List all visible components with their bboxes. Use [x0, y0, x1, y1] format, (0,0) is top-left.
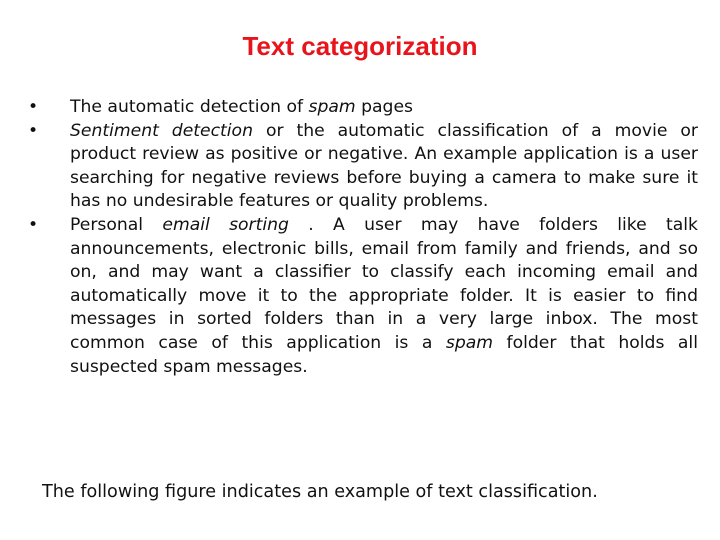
- bullet-text: pages: [355, 97, 413, 117]
- footer-sentence: The following figure indicates an example of text classification.: [42, 482, 598, 502]
- bullet-emphasis: spam: [445, 332, 494, 353]
- bullet-emphasis: spam: [308, 97, 356, 117]
- bullet-list: [28, 96, 698, 379]
- bullet-item-email-sorting: [28, 214, 698, 379]
- bullet-text: or the automatic classification of a movie or product review as positive or negative. An example application is a user searching for negative reviews before buying a camera to make sure it has no undesirable features or quality problems.: [70, 120, 698, 212]
- bullet-emphasis: email sorting: [162, 214, 289, 235]
- bullet-icon: •: [28, 97, 39, 117]
- bullet-text: Personal: [70, 214, 163, 235]
- bullet-emphasis: Sentiment detection: [70, 120, 253, 141]
- bullet-text: The automatic detection of: [70, 97, 309, 117]
- bullet-text: . A user may have folders like talk announcements, electronic bills, email from family and friends, and so on, and may want a classifier to classify each incoming email and automatically move it to the appropriate folder. It is easier to find messages in sorted folders than in a very large inbox. The most common case of this application is a: [70, 214, 698, 353]
- bullet-item-spam-detection: [28, 96, 698, 120]
- bullet-item-sentiment-detection: [28, 120, 698, 214]
- slide-title: Text categorization: [242, 31, 478, 61]
- bullet-icon: •: [28, 214, 39, 235]
- bullet-text: folder that holds all suspected spam messages.: [70, 332, 698, 377]
- bullet-icon: •: [28, 120, 39, 141]
